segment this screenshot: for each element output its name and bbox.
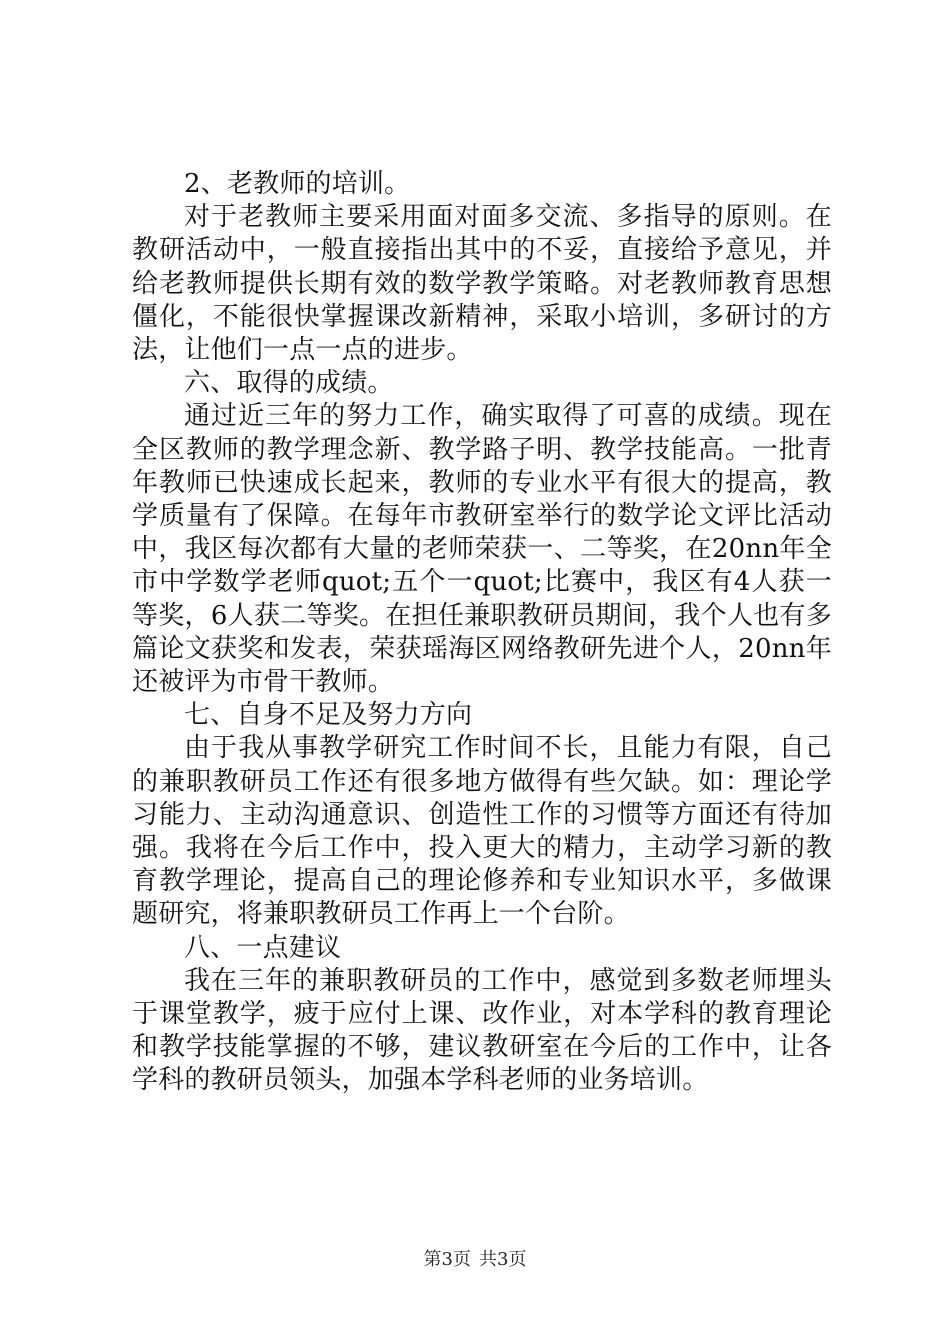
paragraph-suggestion: 我在三年的兼职教研员的工作中，感觉到多数老师埋头于课堂教学，疲于应付上课、改作业，对本学科的教育理论和教学技能掌握的不够，建议教研室在今后的工作中，让各学科的教研员领头，加强本学科老师的业务培训。 xyxy=(132,965,832,1096)
paragraph-heading-shortcomings: 七、自身不足及努力方向 xyxy=(184,700,473,731)
paragraph-shortcomings: 由于我从事教学研究工作时间不长，且能力有限，自己的兼职教研员工作还有很多地方做得有些欠缺。如：理论学习能力、主动沟通意识、创造性工作的习惯等方面还有待加强。我将在今后工作中，投入更大的精力，主动学习新的教育教学理论，提高自己的理论修养和专业知识水平，多做课题研究，将兼职教研员工作再上一个台阶。 xyxy=(132,733,832,930)
paragraph-heading-old-teacher-training: 2、老教师的培训。 xyxy=(184,169,411,199)
paragraph-heading-suggestion: 八、一点建议 xyxy=(184,932,342,963)
document-body xyxy=(132,168,832,1098)
paragraph-achievements: 通过近三年的努力工作，确实取得了可喜的成绩。现在全区教师的教学理念新、教学路子明、教学技能高。一批青年教师已快速成长起来，教师的专业水平有很大的提高，教学质量有了保障。在每年市教研室举行的数学论文评比活动中，我区每次都有大量的老师荣获一、二等奖，在20nn年全市中学数学老师quot;五个一quot;比赛中，我区有4人获一等奖，6人获二等奖。在担任兼职教研员期间，我个人也有多篇论文获奖和发表，荣获瑶海区网络教研先进个人，20nn年还被评为市骨干教师。 xyxy=(132,401,832,698)
page-number: 第3页 xyxy=(423,1249,471,1270)
paragraph-old-teacher-training: 对于老教师主要采用面对面多交流、多指导的原则。在教研活动中，一般直接指出其中的不妥，直接给予意见，并给老教师提供长期有效的数学教学策略。对老教师教育思想僵化，不能很快掌握课改新精神，采取小培训，多研讨的方法，让他们一点一点的进步。 xyxy=(132,202,832,366)
page-footer xyxy=(0,1245,950,1271)
paragraph-heading-achievements: 六、取得的成绩。 xyxy=(184,368,394,399)
page-total: 共3页 xyxy=(479,1249,527,1270)
